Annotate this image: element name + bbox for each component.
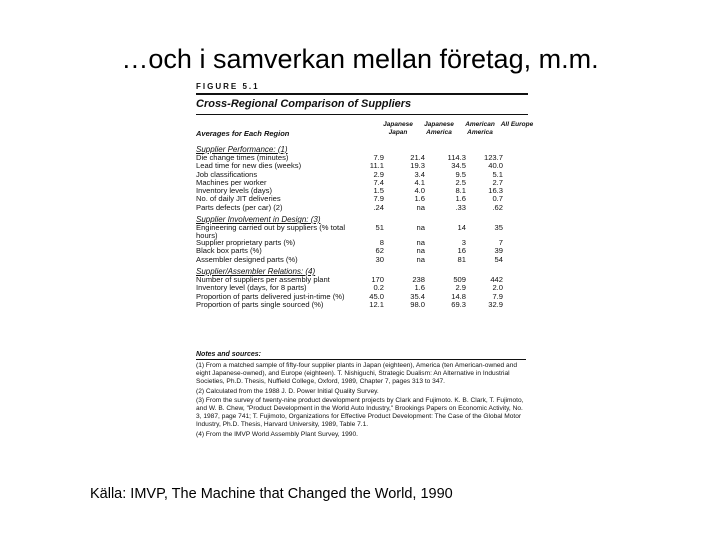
divider [196, 359, 526, 360]
averages-label: Averages for Each Region [196, 129, 290, 138]
table-row [196, 256, 531, 264]
note: (1) From a matched sample of fifty-four supplier plants in Japan (eighteen), America (ten American-owned and eight Japanese-owned), and Europe (eighteen). T. Nishiguchi, Strategic Dualism: An Alternative in Industrial Societies, Ph.D. Thesis, Nuffield College, Oxford, 1989, Chapter 7, pages 313 to 347. [196, 362, 518, 386]
row-value: na [416, 202, 425, 212]
row-value: 4.1 [414, 177, 425, 187]
row-value: 7.9 [492, 291, 503, 301]
row-value: 35.4 [410, 291, 425, 301]
row-value: na [416, 223, 425, 233]
column-header: All Europe [500, 121, 534, 128]
note: (4) From the IMVP World Assembly Plant Survey, 1990. [196, 430, 358, 438]
row-value: 2.0 [492, 283, 503, 293]
figure-title: Cross-Regional Comparison of Suppliers [196, 98, 412, 110]
row-label: Proportion of parts single sourced (%) [196, 299, 324, 309]
row-label: Supplier proprietary parts (%) [196, 238, 296, 248]
row-value: 40.0 [488, 161, 503, 171]
row-label: Machines per worker [196, 177, 267, 187]
section-heading: Supplier Performance: (1) [196, 145, 288, 154]
row-value: 442 [490, 274, 503, 284]
row-value: 62 [375, 246, 384, 256]
note: (2) Calculated from the 1988 J. D. Power Initial Quality Survey. [196, 387, 379, 395]
column-header: American America [465, 121, 495, 136]
row-label: No. of daily JIT deliveries [196, 194, 281, 204]
table-row [196, 224, 531, 239]
row-label: Assembler designed parts (%) [196, 254, 298, 264]
row-value: 3.4 [414, 169, 425, 179]
row-value: 170 [371, 274, 384, 284]
row-value: 11.1 [369, 161, 384, 171]
row-value: 1.6 [455, 194, 466, 204]
divider [196, 114, 528, 115]
section-heading: Supplier Involvement in Design: (3) [196, 215, 321, 225]
row-value: 123.7 [483, 153, 503, 162]
row-value: 1.5 [373, 186, 384, 196]
row-value: .33 [455, 202, 466, 212]
row-value: 7.9 [373, 153, 384, 162]
row-value: 98.0 [410, 299, 425, 309]
table-row [196, 204, 531, 212]
row-value: .62 [492, 202, 503, 212]
row-value: 0.2 [373, 283, 384, 293]
table-body [196, 145, 531, 312]
row-value: 1.6 [414, 194, 425, 204]
row-label: Job classifications [196, 169, 258, 179]
row-value: 21.4 [410, 153, 425, 162]
row-label: Inventory level (days, for 8 parts) [196, 283, 307, 293]
row-value: 32.9 [488, 299, 503, 309]
source-caption: Källa: IMVP, The Machine that Changed the World, 1990 [90, 486, 453, 502]
scanned-table-figure [185, 82, 534, 458]
table-row [196, 301, 531, 309]
row-value: 51 [375, 223, 384, 233]
row-value: 7 [498, 238, 503, 248]
row-value: 81 [457, 254, 466, 264]
row-value: 7.9 [373, 194, 384, 204]
row-value: 30 [375, 254, 384, 264]
row-value: 16.3 [488, 186, 503, 196]
note: (3) From the survey of twenty-nine product development projects by Clark and Fujimoto. K. B. Clark, T. Fujimoto, and W. B. Chew, "Product Development in the World Auto Industry," Brookings Papers on Economic Activity, No. 3, 1987, page 741; T. Fujimoto, Organizations for Effective Product Development: The Case of the Global Motor Industry, Ph.D. Thesis, Harvard University, 1989, Table 7.1. [196, 396, 524, 429]
row-label: Number of suppliers per assembly plant [196, 274, 330, 284]
row-label: Black box parts (%) [196, 246, 262, 256]
row-label: Engineering carried out by suppliers (% total hours) [196, 223, 346, 240]
row-value: 5.1 [492, 169, 503, 179]
row-value: 35 [494, 223, 503, 233]
row-value: na [416, 246, 425, 256]
row-value: 1.6 [414, 283, 425, 293]
section-heading: Supplier/Assembler Relations: (4) [196, 266, 316, 276]
divider [196, 93, 528, 95]
row-value: 16 [457, 246, 466, 256]
row-label: Die change times (minutes) [196, 153, 289, 162]
row-value: 238 [412, 274, 425, 284]
row-value: 12.1 [369, 299, 384, 309]
row-value: 3 [461, 238, 466, 248]
row-value: na [416, 254, 425, 264]
row-value: 54 [494, 254, 503, 264]
row-value: 114.3 [447, 153, 466, 162]
column-header: Japanese Japan [383, 121, 413, 136]
column-header: Japanese America [424, 121, 454, 136]
row-value: 8 [379, 238, 384, 248]
row-value: 39 [494, 246, 503, 256]
row-value: 9.5 [455, 169, 466, 179]
row-value: na [416, 238, 425, 248]
row-label: Proportion of parts delivered just-in-time (%) [196, 291, 345, 301]
row-value: 4.0 [414, 186, 425, 196]
row-value: 2.5 [455, 177, 466, 187]
row-value: 7.4 [373, 177, 384, 187]
row-value: 0.7 [492, 194, 503, 204]
slide-title: …och i samverkan mellan företag, m.m. [121, 44, 599, 74]
row-value: 2.7 [492, 177, 503, 187]
row-value: 509 [453, 274, 466, 284]
row-value: 2.9 [373, 169, 384, 179]
figure-label: FIGURE 5.1 [196, 82, 260, 91]
notes [196, 350, 526, 440]
row-value: .24 [373, 202, 384, 212]
row-value: 34.5 [451, 161, 466, 171]
notes-heading: Notes and sources: [196, 351, 261, 358]
row-value: 8.1 [455, 186, 466, 196]
row-value: 2.9 [455, 283, 466, 293]
row-label: Inventory levels (days) [196, 186, 272, 196]
row-label: Parts defects (per car) (2) [196, 202, 283, 212]
row-value: 14.8 [451, 291, 466, 301]
section-gap [196, 309, 531, 312]
row-value: 69.3 [451, 299, 466, 309]
row-value: 45.0 [369, 291, 384, 301]
row-value: 14 [457, 223, 466, 233]
row-label: Lead time for new dies (weeks) [196, 161, 302, 171]
column-headers [185, 119, 534, 143]
row-value: 19.3 [410, 161, 425, 171]
